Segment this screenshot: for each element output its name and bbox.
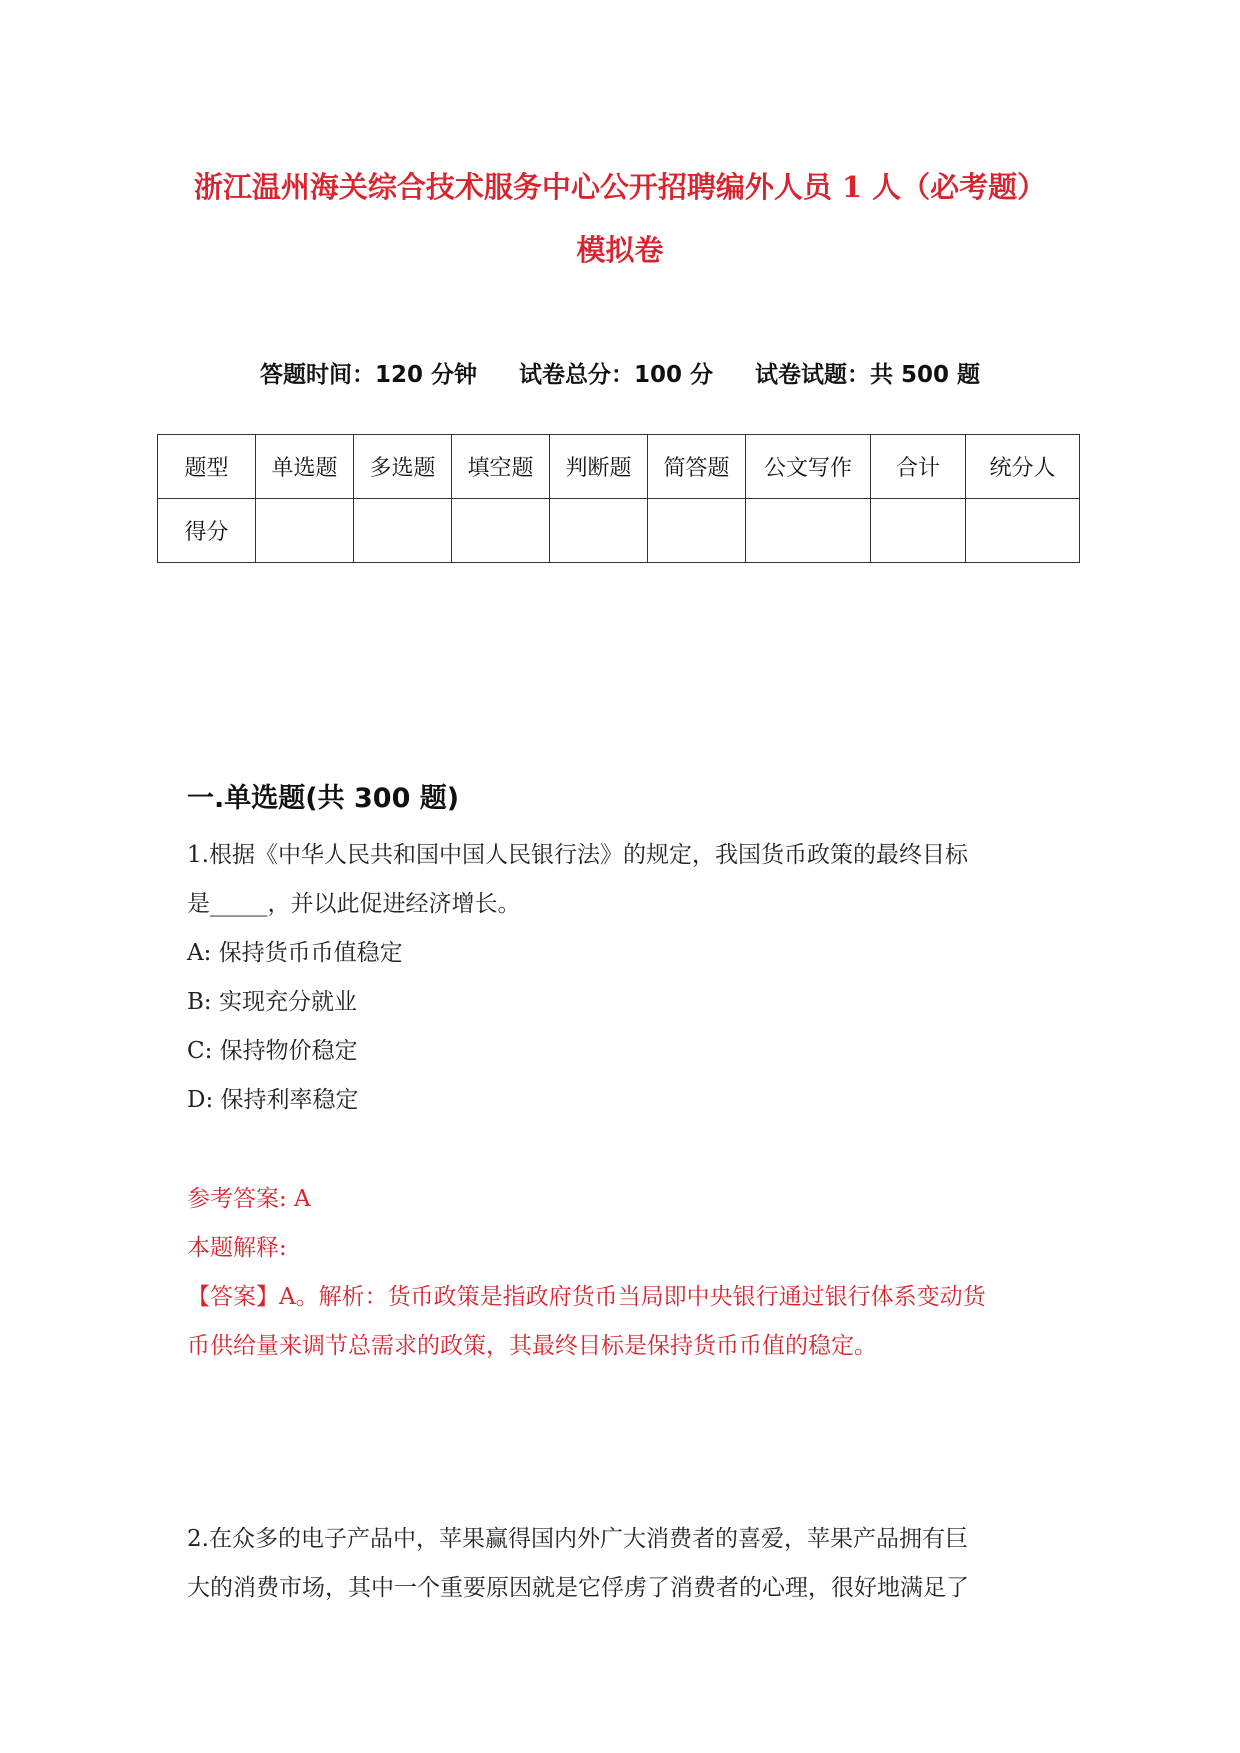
score-cell — [354, 499, 452, 563]
q1-explain-label: 本题解释: — [187, 1235, 287, 1261]
score-cell — [746, 499, 871, 563]
header-cell: 判断题 — [550, 435, 648, 499]
q1-option-d: D: 保持利率稳定 — [187, 1087, 359, 1113]
score-cell — [966, 499, 1080, 563]
header-cell: 统分人 — [966, 435, 1080, 499]
score-cell — [648, 499, 746, 563]
section-heading: 一.单选题(共 300 题) — [187, 783, 460, 814]
doc-title-line1: 浙江温州海关综合技术服务中心公开招聘编外人员 1 人（必考题） — [193, 170, 1047, 204]
header-cell: 单选题 — [256, 435, 354, 499]
exam-meta — [0, 356, 1240, 389]
q2-text-line1: 2.在众多的电子产品中，苹果赢得国内外广大消费者的喜爱，苹果产品拥有巨 — [187, 1526, 968, 1552]
header-cell: 公文写作 — [746, 435, 871, 499]
exam-question-count: 试卷试题：共 500 题 — [755, 362, 981, 388]
doc-title-line2: 模拟卷 — [576, 233, 664, 267]
score-cell — [871, 499, 966, 563]
q2-text-line2: 大的消费市场，其中一个重要原因就是它俘虏了消费者的心理，很好地满足了 — [187, 1575, 969, 1601]
score-row-label: 得分 — [158, 499, 256, 563]
header-cell: 简答题 — [648, 435, 746, 499]
q1-option-c: C: 保持物价稳定 — [187, 1038, 358, 1064]
exam-time: 答题时间：120 分钟 — [259, 362, 477, 388]
score-table-score-row — [158, 499, 1080, 563]
score-table — [157, 434, 1080, 563]
q1-text-line2: 是_____，并以此促进经济增长。 — [187, 891, 521, 917]
score-cell — [256, 499, 354, 563]
score-table-header-row — [158, 435, 1080, 499]
q1-option-b: B: 实现充分就业 — [187, 989, 357, 1015]
score-cell — [550, 499, 648, 563]
score-cell — [452, 499, 550, 563]
header-cell: 合计 — [871, 435, 966, 499]
header-cell: 填空题 — [452, 435, 550, 499]
q1-option-a: A: 保持货币币值稳定 — [187, 940, 403, 966]
q1-text-line1: 1.根据《中华人民共和国中国人民银行法》的规定，我国货币政策的最终目标 — [187, 842, 968, 868]
q1-explain-line2: 币供给量来调节总需求的政策，其最终目标是保持货币币值的稳定。 — [187, 1333, 877, 1359]
header-cell: 多选题 — [354, 435, 452, 499]
header-cell: 题型 — [158, 435, 256, 499]
q1-explain-line1: 【答案】A。解析：货币政策是指政府货币当局即中央银行通过银行体系变动货 — [187, 1284, 986, 1310]
exam-total-score: 试卷总分：100 分 — [518, 362, 714, 388]
q1-answer: 参考答案: A — [187, 1186, 311, 1212]
